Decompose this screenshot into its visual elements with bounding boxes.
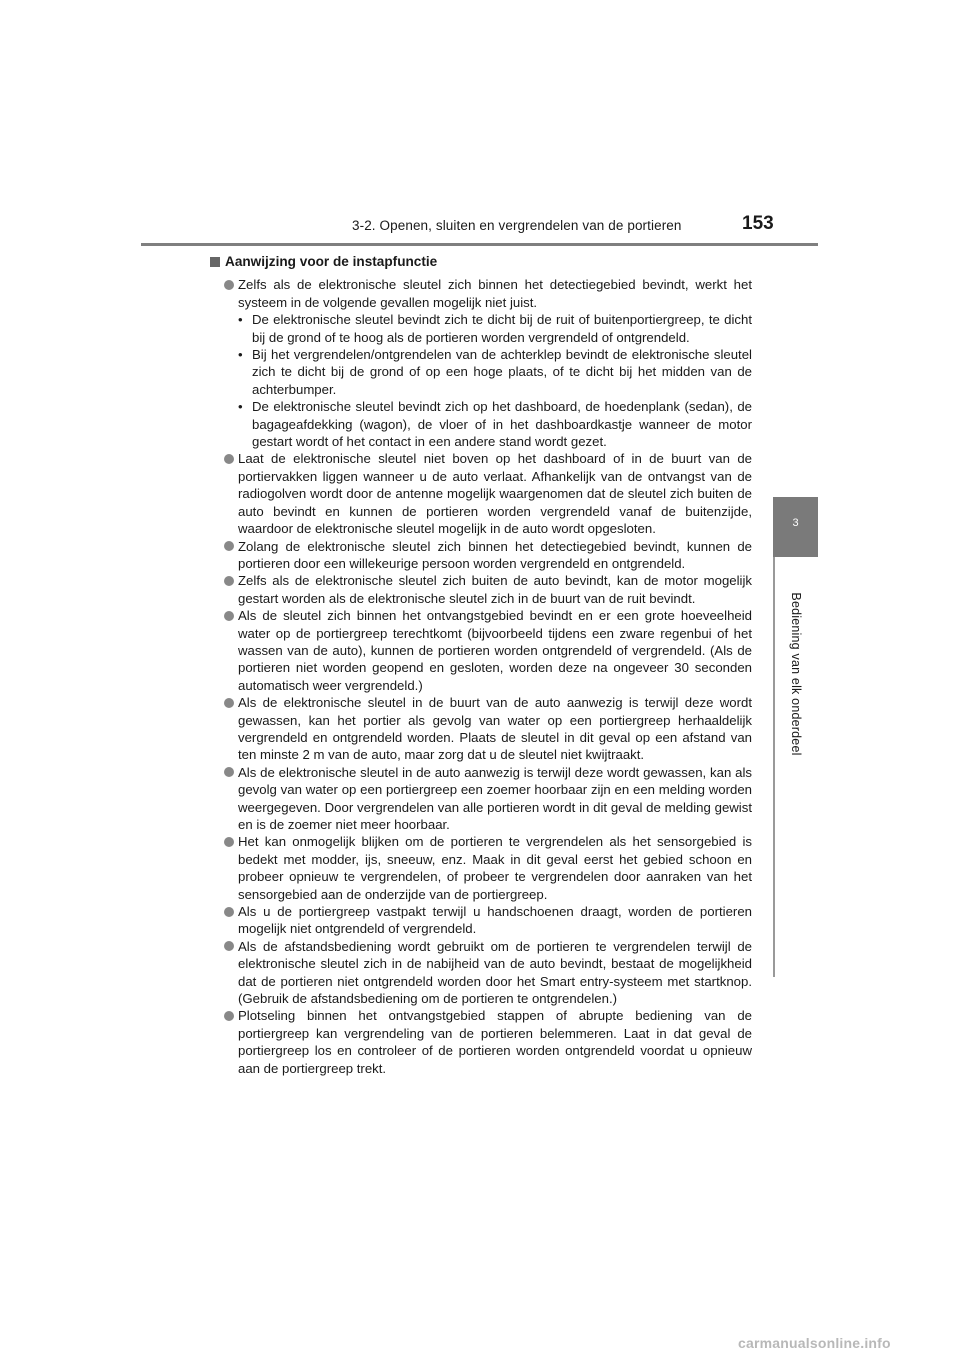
chapter-title: 3-2. Openen, sluiten en vergrendelen van de portieren — [352, 218, 682, 233]
bullet-text: Het kan onmogelijk blijken om de portieren te vergrendelen als het sensorgebied is bedekt met modder, ijs, sneeuw, enz. Maak in dit geval eerst het gebied schoon en probeer opnieuw te vergrendelen, of probeer te vergrendelen door aanraken van het sensorgebied aan de onderzijde van de portiergreep. — [238, 834, 752, 902]
round-bullet-icon — [224, 907, 234, 917]
bullet-text: Zolang de elektronische sleutel zich binnen het detectiegebied bevindt, kunnen de portieren door een willekeurige persoon worden vergrendeld en ontgrendeld. — [238, 538, 752, 571]
bullet-item — [210, 903, 752, 938]
bullet-text: Laat de elektronische sleutel niet boven op het dashboard of in de buurt van de portiervakken liggen wanneer u de auto verlaat. Afhankelijk van de ontvangst van de radiogolven wordt door de antenne mogelijk waargenomen dat de sleutel zich buiten de auto bevindt en kunnen de portieren worden vergrendeld vanaf de buitenzijde, waardoor de elektronische sleutel mogelijk in de auto wordt opgesloten. — [238, 451, 752, 537]
round-bullet-icon — [224, 611, 234, 621]
round-bullet-icon — [224, 698, 234, 708]
sub-item — [210, 346, 752, 398]
sub-item-text: De elektronische sleutel bevindt zich te dicht bij de ruit of buitenportiergreep, te dicht bij de grond of te hoog als de portieren worden vergrendeld of ontgrendeld. — [252, 312, 752, 345]
bullet-text: Als de sleutel zich binnen het ontvangstgebied bevindt en er een grote hoeveelheid water op de portiergreep terechtkomt (bijvoorbeeld tijdens een zware regenbui of het wassen van de auto), kunnen de portieren worden ontgrendeld of vergrendeld. (Als de portieren niet worden geopend en gesloten, worden deze na ongeveer 30 seconden automatisch weer vergrendeld.) — [238, 608, 752, 693]
bullet-item — [210, 833, 752, 903]
bullet-text: Zelfs als de elektronische sleutel zich buiten de auto bevindt, kan de motor mogelijk gestart worden als de elektronische sleutel zich in de buurt van de ruit bevindt. — [238, 573, 752, 606]
chapter-tab-line — [773, 557, 775, 977]
chapter-tab-label: Bediening van elk onderdeel — [789, 592, 803, 756]
bullet-item — [210, 764, 752, 834]
bullet-item — [210, 1007, 752, 1077]
small-bullet-icon: • — [238, 399, 243, 415]
round-bullet-icon — [224, 280, 234, 290]
round-bullet-icon — [224, 837, 234, 847]
round-bullet-icon — [224, 767, 234, 777]
small-bullet-icon: • — [238, 312, 243, 328]
round-bullet-icon — [224, 454, 234, 464]
bullet-text: Als u de portiergreep vastpakt terwijl u handschoenen draagt, worden de portieren mogelijk niet ontgrendeld of vergrendeld. — [238, 904, 752, 937]
round-bullet-icon — [224, 541, 234, 551]
sub-item — [210, 311, 752, 346]
bullet-item — [210, 450, 752, 537]
sub-item-text: Bij het vergrendelen/ontgrendelen van de achterklep bevindt de elektronische sleutel zich te dicht bij de grond of op een hoge plaats, of te dicht bij het midden van de achterbumper. — [252, 347, 752, 397]
chapter-tab — [773, 497, 818, 557]
sub-item-text: De elektronische sleutel bevindt zich op het dashboard, de hoedenplank (sedan), de bagageafdekking (wagon), de vloer of in het dashboardkastje wanneer de motor gestart wordt of het contact in een andere stand wordt gezet. — [252, 399, 752, 450]
bullet-text: Als de afstandsbediening wordt gebruikt om de portieren te vergrendelen terwijl de elektronische sleutel zich in de nabijheid van de auto bevindt, bestaat de mogelijkheid dat de portieren niet ontgrendeld worden door het Smart entry-systeem met startknop. (Gebruik de afstandsbediening om de portieren te ontgrendelen.) — [238, 938, 752, 1007]
bullet-text: Plotseling binnen het ontvangstgebied stappen of abrupte bediening van de portiergreep kan vergrendeling van de portieren belemmeren. Laat in dat geval de portiergreep los en controleer of de portieren worden ontgrendeld voordat u opnieuw aan de portiergreep trekt. — [238, 1008, 752, 1076]
chapter-tab-number: 3 — [792, 517, 799, 529]
bullet-item — [210, 694, 752, 764]
header-divider — [141, 243, 818, 246]
page-number: 153 — [742, 213, 774, 234]
bullet-text: Zelfs als de elektronische sleutel zich binnen het detectiegebied bevindt, werkt het systeem in de volgende gevallen mogelijk niet juist. — [238, 277, 752, 310]
section-title: Aanwijzing voor de instapfunctie — [225, 254, 438, 269]
bullet-item — [210, 276, 752, 311]
bullet-item — [210, 572, 752, 607]
section-heading — [210, 253, 752, 270]
bullet-text: Als de elektronische sleutel in de buurt van de auto aanwezig is terwijl deze wordt gewassen, kan het portier als gevolg van water op een portiergreep herhaaldelijk vergrendeld en ontgrendeld worden. Plaats de sleutel in dit geval op een afstand van ten minste 2 m van de auto, maar zorg dat u de sleutel niet kwijtraakt. — [238, 695, 752, 763]
bullet-item — [210, 607, 752, 694]
bullet-text: Als de elektronische sleutel in de auto aanwezig is terwijl deze wordt gewassen, kan als gevolg van water op een portiergreep een zoemer hoorbaar zijn en een melding worden weergegeven. Door vergrendelen van alle portieren wordt in dit geval de melding gewist en is de zoemer niet meer hoorbaar. — [238, 764, 752, 832]
round-bullet-icon — [224, 1011, 234, 1021]
watermark: carmanualsonline.info — [738, 1335, 891, 1351]
sub-item — [210, 398, 752, 450]
bullet-list — [210, 276, 752, 1077]
bullet-item — [210, 938, 752, 1008]
bullet-item — [210, 538, 752, 573]
square-bullet-icon — [210, 257, 220, 267]
section-content — [210, 253, 752, 1077]
round-bullet-icon — [224, 576, 234, 586]
round-bullet-icon — [224, 941, 234, 951]
small-bullet-icon: • — [238, 347, 243, 363]
